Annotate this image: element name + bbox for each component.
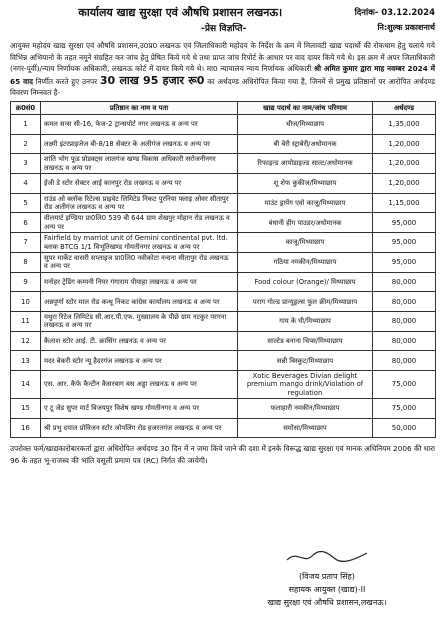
cell-serial: 7 <box>11 233 41 253</box>
table-row <box>11 154 436 174</box>
table-row <box>11 272 436 292</box>
cell-product: काजू/मिथ्याछाप <box>238 233 373 253</box>
table-row <box>11 312 436 332</box>
cell-fine: 1,15,000 <box>373 193 436 213</box>
cell-fine: 80,000 <box>373 331 436 351</box>
cell-serial: 6 <box>11 213 41 233</box>
office-title: कार्यालय खाद्य सुरक्षा एवं औषधि प्रशासन लखनऊ। <box>78 6 283 19</box>
cell-product: शू शेफ कुकीज/मिथ्याछाप <box>238 173 373 193</box>
cell-establishment: मनोहर ट्रेडिंग कम्पनी नियर गंगाराम पीयाहा लखनऊ व अन्य पर <box>41 272 238 292</box>
cell-establishment: शांति भोग फूड प्रोडक्ट्स लालगंज खण्ड विकास अधिकारी सरोजनीनगर लखनऊ व अन्य पर <box>41 154 238 174</box>
free-publication-label: नि:शुल्क प्रकाशनार्थ <box>377 23 435 32</box>
cell-serial: 9 <box>11 272 41 292</box>
cell-serial: 15 <box>11 399 41 419</box>
cell-product: रिफाइन्ड आयोडाइज्ड साल्ट/अधोमानक <box>238 154 373 174</box>
cell-establishment: यथुरा रिटेल लिमिटेड सी.आर.पी.एफ. मुख्यालय के पीछे ग्राम नटकुर परगना लखनऊ व अन्य पर <box>41 312 238 332</box>
cell-establishment: Fairfield by marriot unit of Gemini continental pvt. ltd. ब्लाक BTCG 1/1 विभूतिखण्ड गोमतीनगर लखनऊ व अन्य पर <box>41 233 238 253</box>
cell-fine: 1,20,000 <box>373 134 436 154</box>
table-body <box>11 114 436 437</box>
cell-serial: 10 <box>11 292 41 312</box>
cell-establishment: कमल सन्स सी-16, फेज-2 ट्रान्सपोर्ट नगर लखनऊ व अन्य पर <box>41 114 238 134</box>
cell-establishment: ए टू जेड सुपर मार्ट विजयपुर विशेष खण्ड गोमतीनगर व अन्य पर <box>41 399 238 419</box>
header-fine: अर्थदण्ड <box>373 101 436 114</box>
table-row <box>11 213 436 233</box>
signatory-designation: सहायक आयुक्त (खाद्य)-II <box>288 585 366 594</box>
cell-establishment: ईजी डे स्टोर सेक्टर आई कानपुर रोड लखनऊ व अन्य पर <box>41 173 238 193</box>
cell-product: साल्टेड बनाना चिप्स/मिथ्याछाप <box>238 331 373 351</box>
table-row <box>11 351 436 371</box>
intro-paragraph <box>10 40 435 99</box>
cell-establishment: लक्ष्मी इंटरप्राइजेज बी-8/18 सेक्टर के अलीगंज लखनऊ व अन्य पर <box>41 134 238 154</box>
cell-establishment: मदर बेकरी स्टोर न्यू हैदरगंज लखनऊ व अन्य पर <box>41 351 238 371</box>
cell-establishment: राउंड ओ क्लॉक रिटेल्स प्राइवेट लिमिटेड निकट पुरनिया फ्लाइ ओवर सीतापुर रोड अलीगंज लखनऊ व अन्य पर <box>41 193 238 213</box>
table-row <box>11 233 436 253</box>
cell-product: माउंट ड्रायेंग एवो काजू/मिथ्याछाप <box>238 193 373 213</box>
cell-product: बंधानी हींग पाउडर/अधोमानक <box>238 213 373 233</box>
table-row <box>11 371 436 399</box>
cell-serial: 3 <box>11 154 41 174</box>
subheader-row <box>10 21 435 34</box>
table-row <box>11 193 436 213</box>
cell-product: Xotic Beverages Divian delight premium mango drink/Violation of regulation <box>238 371 373 399</box>
date-label: दिनांक- 03.12.2024 <box>354 8 435 18</box>
cell-fine: 1,20,000 <box>373 173 436 193</box>
intro-officer: श्री अमित कुमार द्वारा माह नवम्बर 2024 में 65 वाद <box>10 64 435 86</box>
cell-serial: 11 <box>11 312 41 332</box>
signature-scribble-icon <box>282 548 372 566</box>
cell-serial: 16 <box>11 418 41 438</box>
cell-fine: 95,000 <box>373 253 436 273</box>
cell-product: सन्नी बिस्कुट/मिथ्याछाप <box>238 351 373 371</box>
cell-product: गाय के घी/मिथ्याछाप <box>238 312 373 332</box>
cell-fine: 75,000 <box>373 399 436 419</box>
cell-fine: 80,000 <box>373 351 436 371</box>
cell-fine: 95,000 <box>373 213 436 233</box>
cell-product: फलाहारी नमकीन/मिथ्याछाप <box>238 399 373 419</box>
cell-fine: 80,000 <box>373 272 436 292</box>
cell-product: समोसा/मिथ्याछाप <box>238 418 373 438</box>
cell-fine: 80,000 <box>373 312 436 332</box>
cell-serial: 13 <box>11 351 41 371</box>
table-row <box>11 173 436 193</box>
header-row <box>10 6 435 20</box>
cell-establishment: अन्नपूर्णा स्टोर माल रोड कन्थू निकट कांग्रेस कार्यालय लखनऊ व अन्य पर <box>41 292 238 312</box>
intro-part1: आयुक्त महोदय खाद्य सुरक्षा एवं औषधि प्रशासन,उ0प्र0 लखनऊ एवं जिलाधिकारी महोदय के निर्देश के क्रम में मिलावटी खाद्य पदार्थो की रोकथाम हेतु चलाये गये विभिन्न अभियानो के तहत नमूने संग्रहित कर जांच हेतु प्रेषित किये गये थे तथा प्राप्त जांच रिपोर्ट के आधार पर वाद दायर किये गये थे। इस क्रम में अपर जिलाधिकारी (नगर-पूर्वी)/न्याय निर्णायक अधिकारी, लखनऊ कोर्ट में दायर किये गये थे। मा0 न्यायालय न्याय निर्णायक अधिकारी <box>10 41 435 74</box>
header-product: खाद्य पदार्थ का नाम/जांच परिणाम <box>238 101 373 114</box>
signature-block <box>227 548 427 609</box>
cell-product: पराग गोल्ड प्रान्यूड्रल्स फुल क्रीम/मिथ्याछाप <box>238 292 373 312</box>
cell-fine: 75,000 <box>373 371 436 399</box>
cell-serial: 8 <box>11 253 41 273</box>
cell-serial: 12 <box>11 331 41 351</box>
table-row <box>11 253 436 273</box>
header-establishment: प्रतिष्ठान का नाम व पता <box>41 101 238 114</box>
table-header-row <box>11 101 436 114</box>
cell-product: चीज/मिथ्याछाप <box>238 114 373 134</box>
table-row <box>11 134 436 154</box>
outro-paragraph: उपरोक्त फर्म/खाद्यकारोबारकर्ता द्वारा अधिरोपित अर्थदण्ड 30 दिन में न जमा किये जाने की दशा में इनके विरूद्ध खाद्य सुरक्षा एवं मानक अधिनियम 2006 की धारा 96 के तहत भू-राजस्व की भांति वसूली प्रमाण पत्र (RC) निर्गत की जायेगी। <box>10 444 436 465</box>
cell-fine: 95,000 <box>373 233 436 253</box>
cell-serial: 5 <box>11 193 41 213</box>
press-release-label: -प्रेस विज्ञप्ति- <box>201 24 247 34</box>
cell-establishment: श्री प्रभु दयाल प्रोविजन स्टोर जोपलिंग रोड हजरतगंज लखनऊ व अन्य पर <box>41 418 238 438</box>
header-serial: क्र0सं0 <box>11 101 41 114</box>
fines-table <box>10 101 436 438</box>
cell-product: गठिया नमकीन/मिथ्याछाप <box>238 253 373 273</box>
cell-serial: 4 <box>11 173 41 193</box>
cell-fine: 1,20,000 <box>373 154 436 174</box>
table-row <box>11 331 436 351</box>
cell-establishment: सुपर मार्केट वासरी सप्लाइज प्रा0लि0 नवीकोटा नन्दना सीतापुर रोड लखनऊ व अन्य पर <box>41 253 238 273</box>
cell-product: Food colour (Orange)/ मिथ्याछाप <box>238 272 373 292</box>
intro-part3: का अर्थदण्ड अधिरोपित किया गया है, जिनमें से प्रमुख प्रतिष्ठानों पर आरोपित अर्थदण्ड विवरण निम्नवत है- <box>10 76 435 98</box>
table-row <box>11 292 436 312</box>
signatory-name: (विजय प्रताप सिंह) <box>299 572 355 581</box>
cell-fine: 1,35,000 <box>373 114 436 134</box>
table-row <box>11 418 436 438</box>
signatory-office: खाद्य सुरक्षा एवं औषधि प्रशासन,लखनऊ। <box>267 598 387 607</box>
table-row <box>11 399 436 419</box>
cell-establishment: एस. आर. कैफे कैन्टीन कैसरबाग बस अड्डा लखनऊ व अन्य पर <box>41 371 238 399</box>
cell-serial: 1 <box>11 114 41 134</box>
table-row <box>11 114 436 134</box>
cell-serial: 14 <box>11 371 41 399</box>
cell-establishment: वीलमार्ट इण्डिया प्रा0लि0 539 बी 644 ग्राम शेखपुर मोहान रोड लखनऊ व अन्य पर <box>41 213 238 233</box>
cell-product: बी बेरी स्ट्राबेरी/अधोमानक <box>238 134 373 154</box>
intro-part2: निर्णीत करते हुए उनपर <box>35 76 98 86</box>
intro-amount: 30 लाख 95 हजार रू0 <box>99 73 205 87</box>
cell-fine: 50,000 <box>373 418 436 438</box>
cell-serial: 2 <box>11 134 41 154</box>
cell-fine: 80,000 <box>373 292 436 312</box>
cell-establishment: कैलाश स्टोर आई. टी. क्रासिंग लखनऊ व अन्य पर <box>41 331 238 351</box>
